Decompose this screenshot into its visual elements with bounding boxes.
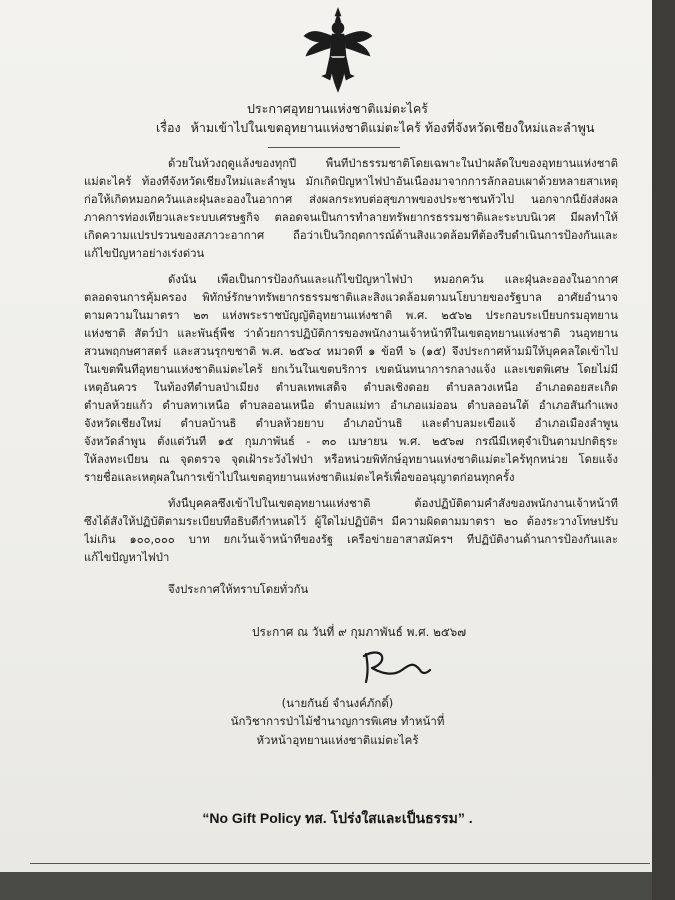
- paragraph-line: สวนพฤกษศาสตร์ และสวนรุกขชาติ พ.ศ. ๒๕๖๔ หมวดที่ ๑ ข้อที่ ๖ (๑๕) จึงประกาศห้ามมิให้บุคคลใดเข้าไป: [84, 345, 618, 358]
- footer-divider: [30, 863, 650, 864]
- garuda-emblem-icon: [302, 6, 374, 96]
- paragraph-line: ไม่เกิน ๑๐๐,๐๐๐ บาท ยกเว้นเจ้าหน้าที่ของรัฐ เครือข่ายอาสาสมัครฯ ที่ปฏิบัติงานด้านการป้องกันและ: [84, 533, 618, 546]
- paragraph-line: ทั้งนี้บุคคลซึ่งเข้าไปในเขตอุทยานแห่งชาติ ต้องปฏิบัติตามคำสั่งของพนักงานเจ้าหน้าที่: [168, 497, 618, 510]
- paragraph-line: ตำบลห้วยแก้ว ตำบลทาเหนือ ตำบลออนเหนือ ตำบลแม่ทา อำเภอแม่ออน ตำบลออนใต้ อำเภอสันกำแพง: [84, 399, 618, 412]
- signatory-position-2: หัวหน้าอุทยานแห่งชาติแม่ตะไคร้: [256, 733, 419, 747]
- paragraph-line: ตามความในมาตรา ๒๓ แห่งพระราชบัญญัติอุทยานแห่งชาติ พ.ศ. ๒๕๖๒ ประกอบระเบียบกรมอุทยาน: [84, 309, 618, 322]
- announcement-line: จึงประกาศให้ทราบโดยทั่วกัน: [168, 583, 309, 596]
- subject-line: [156, 118, 594, 138]
- paragraph-line: ด้วยในห้วงฤดูแล้งของทุกปี พื้นที่ป่าธรรมชาติโดยเฉพาะในป่าผลัดใบของอุทยานแห่งชาติ: [168, 157, 618, 170]
- title-divider: [268, 147, 400, 148]
- subject-text: ห้ามเข้าไปในเขตอุทยานแห่งชาติแม่ตะไคร้ ท้องที่จังหวัดเชียงใหม่และลำพูน: [190, 120, 595, 135]
- subject-label: เรื่อง: [156, 120, 181, 135]
- paragraph-line: แม่ตะไคร้ ท้องที่จังหวัดเชียงใหม่และลำพูน มักเกิดปัญหาไฟป่าอันเนื่องมาจากการลักลอบเผาด้วยหลายสาเหตุ: [84, 175, 618, 188]
- paragraph-line: แก้ไขปัญหาไฟป่า: [84, 551, 170, 564]
- paragraph-line: แห่งชาติ สัตว์ป่า และพันธุ์พืช ว่าด้วยการปฏิบัติการของพนักงานเจ้าหน้าที่ในเขตอุทยานแห่งชาติ วนอุทยาน: [84, 327, 618, 340]
- signatory-name: (นายกันย์ จำนงค์ภักดิ์): [281, 696, 394, 710]
- paragraph-line: เหตุอันควร ในท้องที่ตำบลป่าเมี่ยง ตำบลเทพเสด็จ ตำบลเชิงดอย ตำบลลวงเหนือ อำเภอดอยสะเก็ด: [84, 381, 618, 394]
- paragraph-line: ก่อให้เกิดหมอกควันและฝุ่นละอองในอากาศ ส่งผลกระทบต่อสุขภาพของประชาชนทั่วไป นอกจากนี้ยังส่งผล: [84, 193, 618, 206]
- background-surface: [0, 872, 675, 900]
- footer-slogan: “No Gift Policy ทส. โปร่งใสและเป็นธรรม” .: [202, 810, 473, 826]
- paragraph-line: ในเขตพื้นที่อุทยานแห่งชาติแม่ตะไคร้ ยกเว้นในเขตบริการ เขตนันทนาการกลางแจ้ง และเขตพิเศษ โดยไม่มี: [84, 363, 618, 376]
- paragraph-line: รายชื่อและเหตุผลในการเข้าไปในเขตอุทยานแห่งชาติแม่ตะไคร้เพื่อขออนุญาตก่อนทุกครั้ง: [84, 471, 515, 484]
- paragraph-line: ภาคการท่องเที่ยวและระบบเศรษฐกิจ ตลอดจนเป็นการทำลายทรัพยากรธรรมชาติและระบบนิเวศ มีผลทำให้: [84, 211, 618, 224]
- paragraph-line: จังหวัดลำพูน ตั้งแต่วันที่ ๑๕ กุมภาพันธ์ - ๓๐ เมษายน พ.ศ. ๒๕๖๗ กรณีมีเหตุจำเป็นตามปกติธุระ: [84, 435, 618, 448]
- signature-mark: [358, 646, 432, 686]
- signatory-position: นักวิชาการป่าไม้ชำนาญการพิเศษ ทำหน้าที่: [230, 714, 445, 728]
- paragraph-line: เกิดความแปรปรวนของสภาวะอากาศ ถือว่าเป็นวิกฤตการณ์ด้านสิ่งแวดล้อมที่ต้องรีบดำเนินการป้องกันและ: [84, 229, 618, 242]
- date-line: ประกาศ ณ วันที่ ๙ กุมภาพันธ์ พ.ศ. ๒๕๖๗: [252, 625, 467, 639]
- paragraph-line: ดังนั้น เพื่อเป็นการป้องกันและแก้ไขปัญหาไฟป่า หมอกควัน และฝุ่นละอองในอากาศ: [168, 273, 618, 286]
- background-edge: [652, 0, 675, 900]
- paragraph-line: แก้ไขปัญหาอย่างเร่งด่วน: [84, 247, 205, 260]
- paragraph-line: ให้ลงทะเบียน ณ จุดตรวจ จุดเฝ้าระวังไฟป่า หรือหน่วยพิทักษ์อุทยานแห่งชาติแม่ตะไคร้ทุกหน่วย โดยแจ้ง: [84, 453, 618, 466]
- page-title: ประกาศอุทยานแห่งชาติแม่ตะไคร้: [246, 101, 429, 116]
- paragraph-line: ซึ่งได้สั่งให้ปฏิบัติตามระเบียบที่อธิบดีกำหนดไว้ ผู้ใดไม่ปฏิบัติฯ มีความผิดตามมาตรา ๒๐ ต้องระวางโทษปรับ: [84, 515, 618, 528]
- paragraph-line: จังหวัดเชียงใหม่ ตำบลบ้านธิ ตำบลห้วยยาบ อำเภอบ้านธิ และตำบลมะเขือแจ้ อำเภอเมืองลำพูน: [84, 417, 618, 430]
- paragraph-line: ตลอดจนการคุ้มครอง พิทักษ์รักษาทรัพยากรธรรมชาติและสิ่งแวดล้อมตามนโยบายของรัฐบาล อาศัยอำนาจ: [84, 291, 618, 304]
